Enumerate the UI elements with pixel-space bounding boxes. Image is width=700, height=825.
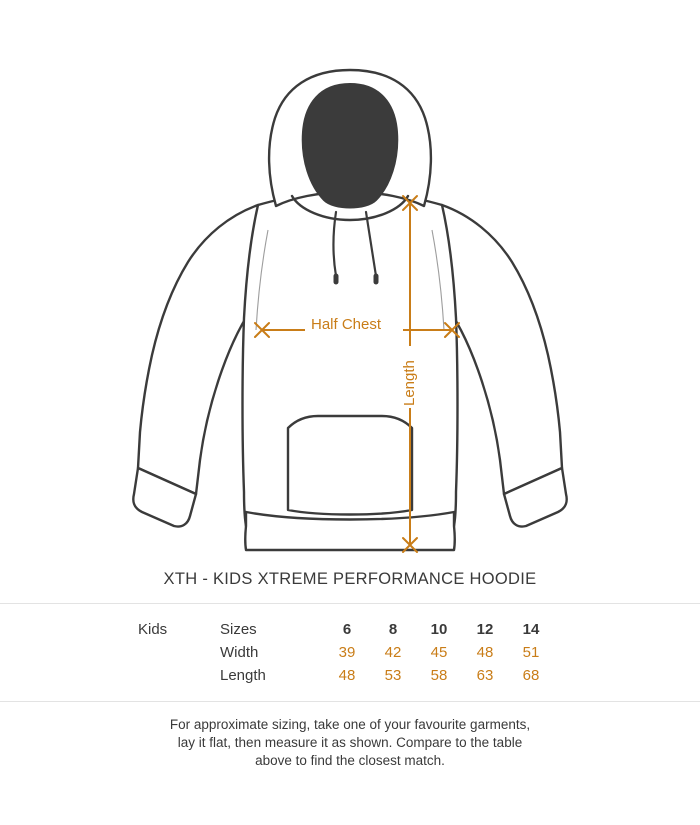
table-row bbox=[138, 664, 554, 687]
group-label-spacer-2 bbox=[138, 664, 220, 687]
row-label-length: Length bbox=[220, 667, 266, 684]
kangaroo-pocket bbox=[288, 416, 412, 515]
cell-length-3: 58 bbox=[430, 667, 448, 684]
length-label: Length bbox=[401, 360, 418, 406]
sizing-instructions bbox=[0, 702, 700, 769]
page-title: XTH - KIDS XTREME PERFORMANCE HOODIE bbox=[163, 570, 537, 588]
table-row bbox=[138, 641, 554, 664]
sizing-instructions-line-3: above to find the closest match. bbox=[255, 752, 445, 768]
cell-size-3: 10 bbox=[430, 621, 448, 638]
cell-size-4: 12 bbox=[476, 621, 494, 638]
cell-width-3: 45 bbox=[430, 644, 448, 661]
cell-length-2: 53 bbox=[384, 667, 402, 684]
cell-size-2: 8 bbox=[388, 621, 398, 638]
cell-length-4: 63 bbox=[476, 667, 494, 684]
hood-opening bbox=[303, 84, 398, 208]
left-sleeve bbox=[138, 205, 258, 494]
sizing-instructions-line-1: For approximate sizing, take one of your favourite garments, bbox=[169, 717, 531, 732]
cell-width-5: 51 bbox=[522, 644, 540, 661]
cell-length-1: 48 bbox=[338, 667, 356, 684]
cell-width-4: 48 bbox=[476, 644, 494, 661]
right-sleeve bbox=[442, 205, 562, 494]
cell-width-2: 42 bbox=[384, 644, 402, 661]
row-label-sizes: Sizes bbox=[220, 621, 257, 638]
cell-size-5: 14 bbox=[522, 621, 540, 638]
sizing-instructions-line-2: lay it flat, then measure it as shown. Compare to the table bbox=[177, 734, 523, 750]
size-table-wrapper bbox=[0, 603, 700, 702]
half-chest-label: Half Chest bbox=[311, 316, 382, 333]
cell-length-5: 68 bbox=[522, 667, 540, 684]
group-label: Kids bbox=[138, 621, 168, 638]
group-label-spacer bbox=[138, 641, 220, 664]
cell-width-1: 39 bbox=[338, 644, 356, 661]
cell-size-1: 6 bbox=[342, 621, 352, 638]
size-table bbox=[138, 618, 554, 687]
table-row bbox=[138, 618, 554, 641]
row-label-width: Width bbox=[220, 644, 259, 661]
